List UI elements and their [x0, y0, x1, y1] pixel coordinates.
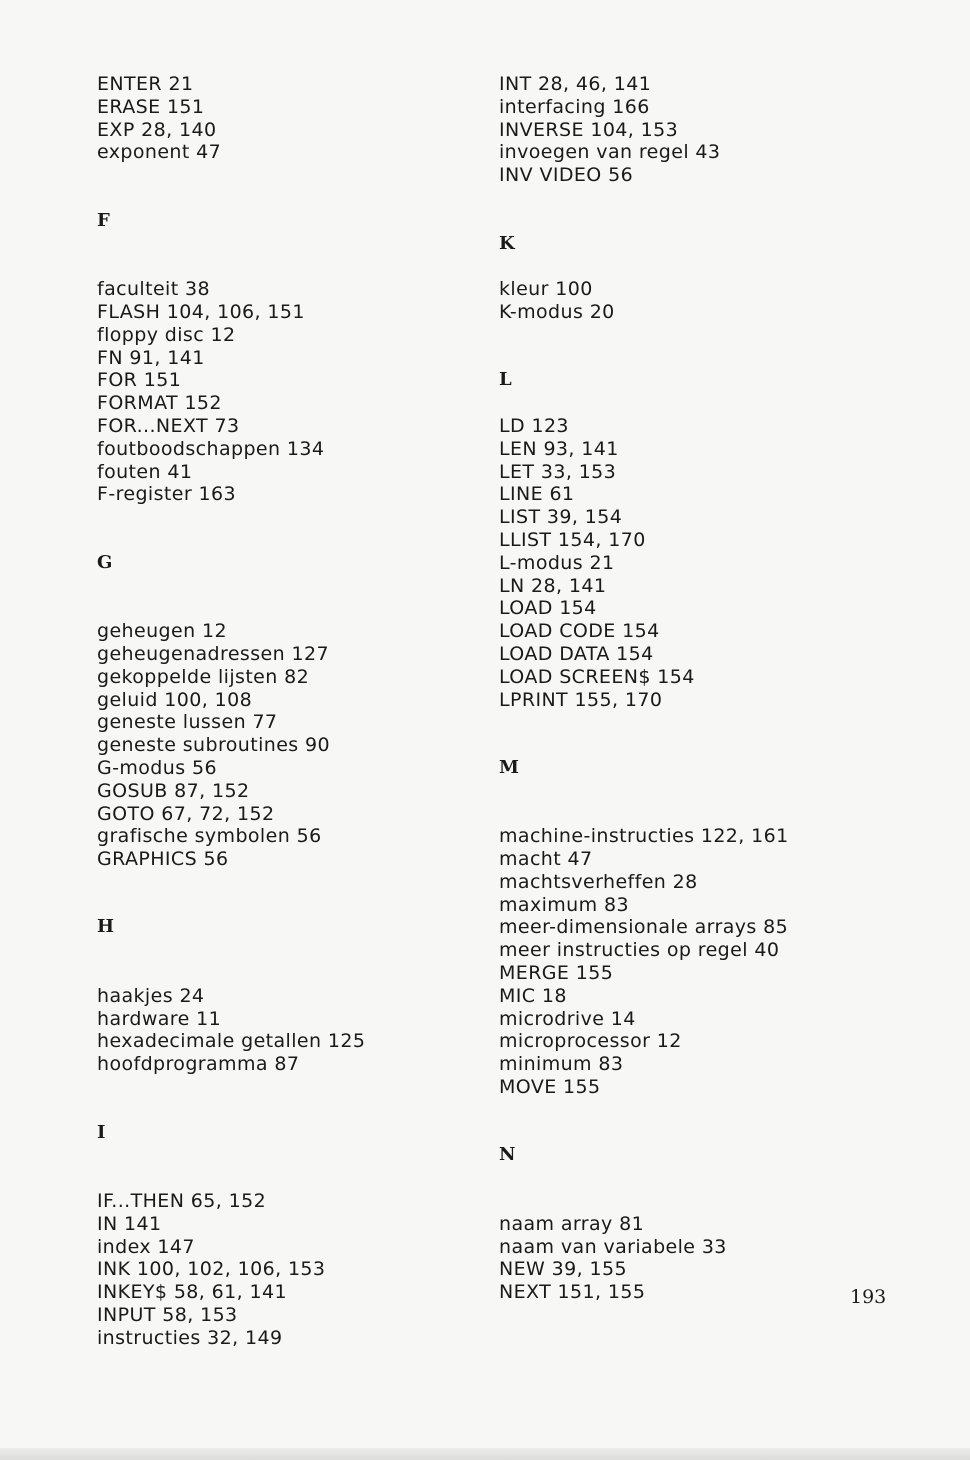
index-entry: F-register 163	[97, 483, 236, 506]
index-entry: ENTER 21	[97, 73, 194, 95]
index-entry: MOVE 155	[499, 1076, 601, 1099]
index-entry: INK 100, 102, 106, 153	[97, 1258, 326, 1281]
index-entry: IF...THEN 65, 152	[97, 1190, 267, 1213]
index-entry: faculteit 38	[97, 278, 210, 301]
index-entry: floppy disc 12	[97, 323, 236, 346]
index-entry: LOAD CODE 154	[499, 620, 660, 643]
index-entry: instructies 32, 149	[97, 1326, 283, 1349]
index-entry: LOAD DATA 154	[499, 642, 654, 665]
index-entry: FOR...NEXT 73	[97, 414, 240, 437]
index-entry: K-modus 20	[499, 300, 615, 323]
index-entry: MERGE 155	[499, 962, 614, 985]
index-entry: INKEY$ 58, 61, 141	[97, 1281, 287, 1304]
index-entry: ERASE 151	[97, 95, 205, 118]
index-entry: LIST 39, 154	[499, 506, 623, 529]
index-entry: haakjes 24	[97, 984, 205, 1007]
index-entry: LOAD SCREEN$ 154	[499, 665, 695, 688]
page-number: 193	[850, 1286, 887, 1308]
index-entry: grafische symbolen 56	[97, 825, 322, 848]
index-entry: geheugen 12	[97, 620, 227, 643]
index-entry: exponent 47	[97, 141, 222, 164]
page-bottom-edge	[0, 1448, 970, 1460]
index-entry: FLASH 104, 106, 151	[97, 300, 305, 323]
index-entry: L-modus 21	[499, 551, 615, 574]
index-entry: minimum 83	[499, 1053, 624, 1076]
section-heading-k: K	[499, 232, 516, 254]
index-entry: interfacing 166	[499, 95, 650, 118]
index-entry: hardware 11	[97, 1007, 222, 1030]
index-entry: index 147	[97, 1235, 195, 1258]
index-entry: hoofdprogramma 87	[97, 1053, 300, 1076]
index-entry: FORMAT 152	[97, 392, 222, 415]
section-heading-f: F	[97, 209, 111, 231]
index-entry: naam van variabele 33	[499, 1235, 727, 1258]
index-entry: NEXT 151, 155	[499, 1281, 646, 1304]
index-column-right	[499, 73, 899, 1304]
index-entry: LN 28, 141	[499, 574, 607, 597]
index-entry: FN 91, 141	[97, 346, 205, 369]
index-entry: NEW 39, 155	[499, 1258, 627, 1281]
index-entry: GOSUB 87, 152	[97, 779, 250, 802]
index-entry: naam array 81	[499, 1212, 645, 1235]
index-entry: GRAPHICS 56	[97, 848, 229, 871]
index-column-left	[97, 73, 497, 1350]
index-entry: LLIST 154, 170	[499, 528, 646, 551]
index-entry: gekoppelde lijsten 82	[97, 665, 310, 688]
index-entry: IN 141	[97, 1212, 162, 1235]
index-entry: fouten 41	[97, 460, 193, 483]
index-entry: geneste subroutines 90	[97, 734, 330, 757]
index-entry: geneste lussen 77	[97, 711, 278, 734]
index-entry: geluid 100, 108	[97, 688, 253, 711]
index-entry: GOTO 67, 72, 152	[97, 802, 275, 825]
section-heading-m: M	[499, 756, 520, 778]
index-entry: microdrive 14	[499, 1007, 636, 1030]
index-entry: LOAD 154	[499, 597, 597, 620]
index-entry: G-modus 56	[97, 756, 217, 779]
index-entry: LINE 61	[499, 483, 575, 506]
index-entry: machine-instructies 122, 161	[499, 825, 789, 848]
index-entry: MIC 18	[499, 984, 567, 1007]
index-entry: LEN 93, 141	[499, 437, 619, 460]
index-entry: kleur 100	[499, 278, 593, 301]
index-entry: INT 28, 46, 141	[499, 73, 652, 95]
index-entry: macht 47	[499, 848, 593, 871]
index-entry: INVERSE 104, 153	[499, 118, 679, 141]
index-entry: EXP 28, 140	[97, 118, 217, 141]
index-entry: microprocessor 12	[499, 1030, 682, 1053]
index-entry: FOR 151	[97, 369, 182, 392]
index-entry: machtsverheffen 28	[499, 870, 698, 893]
index-entry: foutboodschappen 134	[97, 437, 325, 460]
section-heading-i: I	[97, 1121, 106, 1143]
index-entry: INPUT 58, 153	[97, 1304, 238, 1327]
index-entry: meer-dimensionale arrays 85	[499, 916, 789, 939]
index-entry: geheugenadressen 127	[97, 642, 329, 665]
section-heading-n: N	[499, 1144, 516, 1166]
index-entry: LET 33, 153	[499, 460, 617, 483]
index-entry: hexadecimale getallen 125	[97, 1030, 366, 1053]
index-entry: meer instructies op regel 40	[499, 939, 780, 962]
index-entry: INV VIDEO 56	[499, 164, 634, 187]
index-entry: maximum 83	[499, 893, 629, 916]
section-heading-l: L	[499, 369, 513, 391]
index-entry: LPRINT 155, 170	[499, 688, 663, 711]
section-heading-h: H	[97, 916, 115, 938]
section-heading-g: G	[97, 551, 113, 573]
index-entry: invoegen van regel 43	[499, 141, 721, 164]
index-entry: LD 123	[499, 414, 569, 437]
